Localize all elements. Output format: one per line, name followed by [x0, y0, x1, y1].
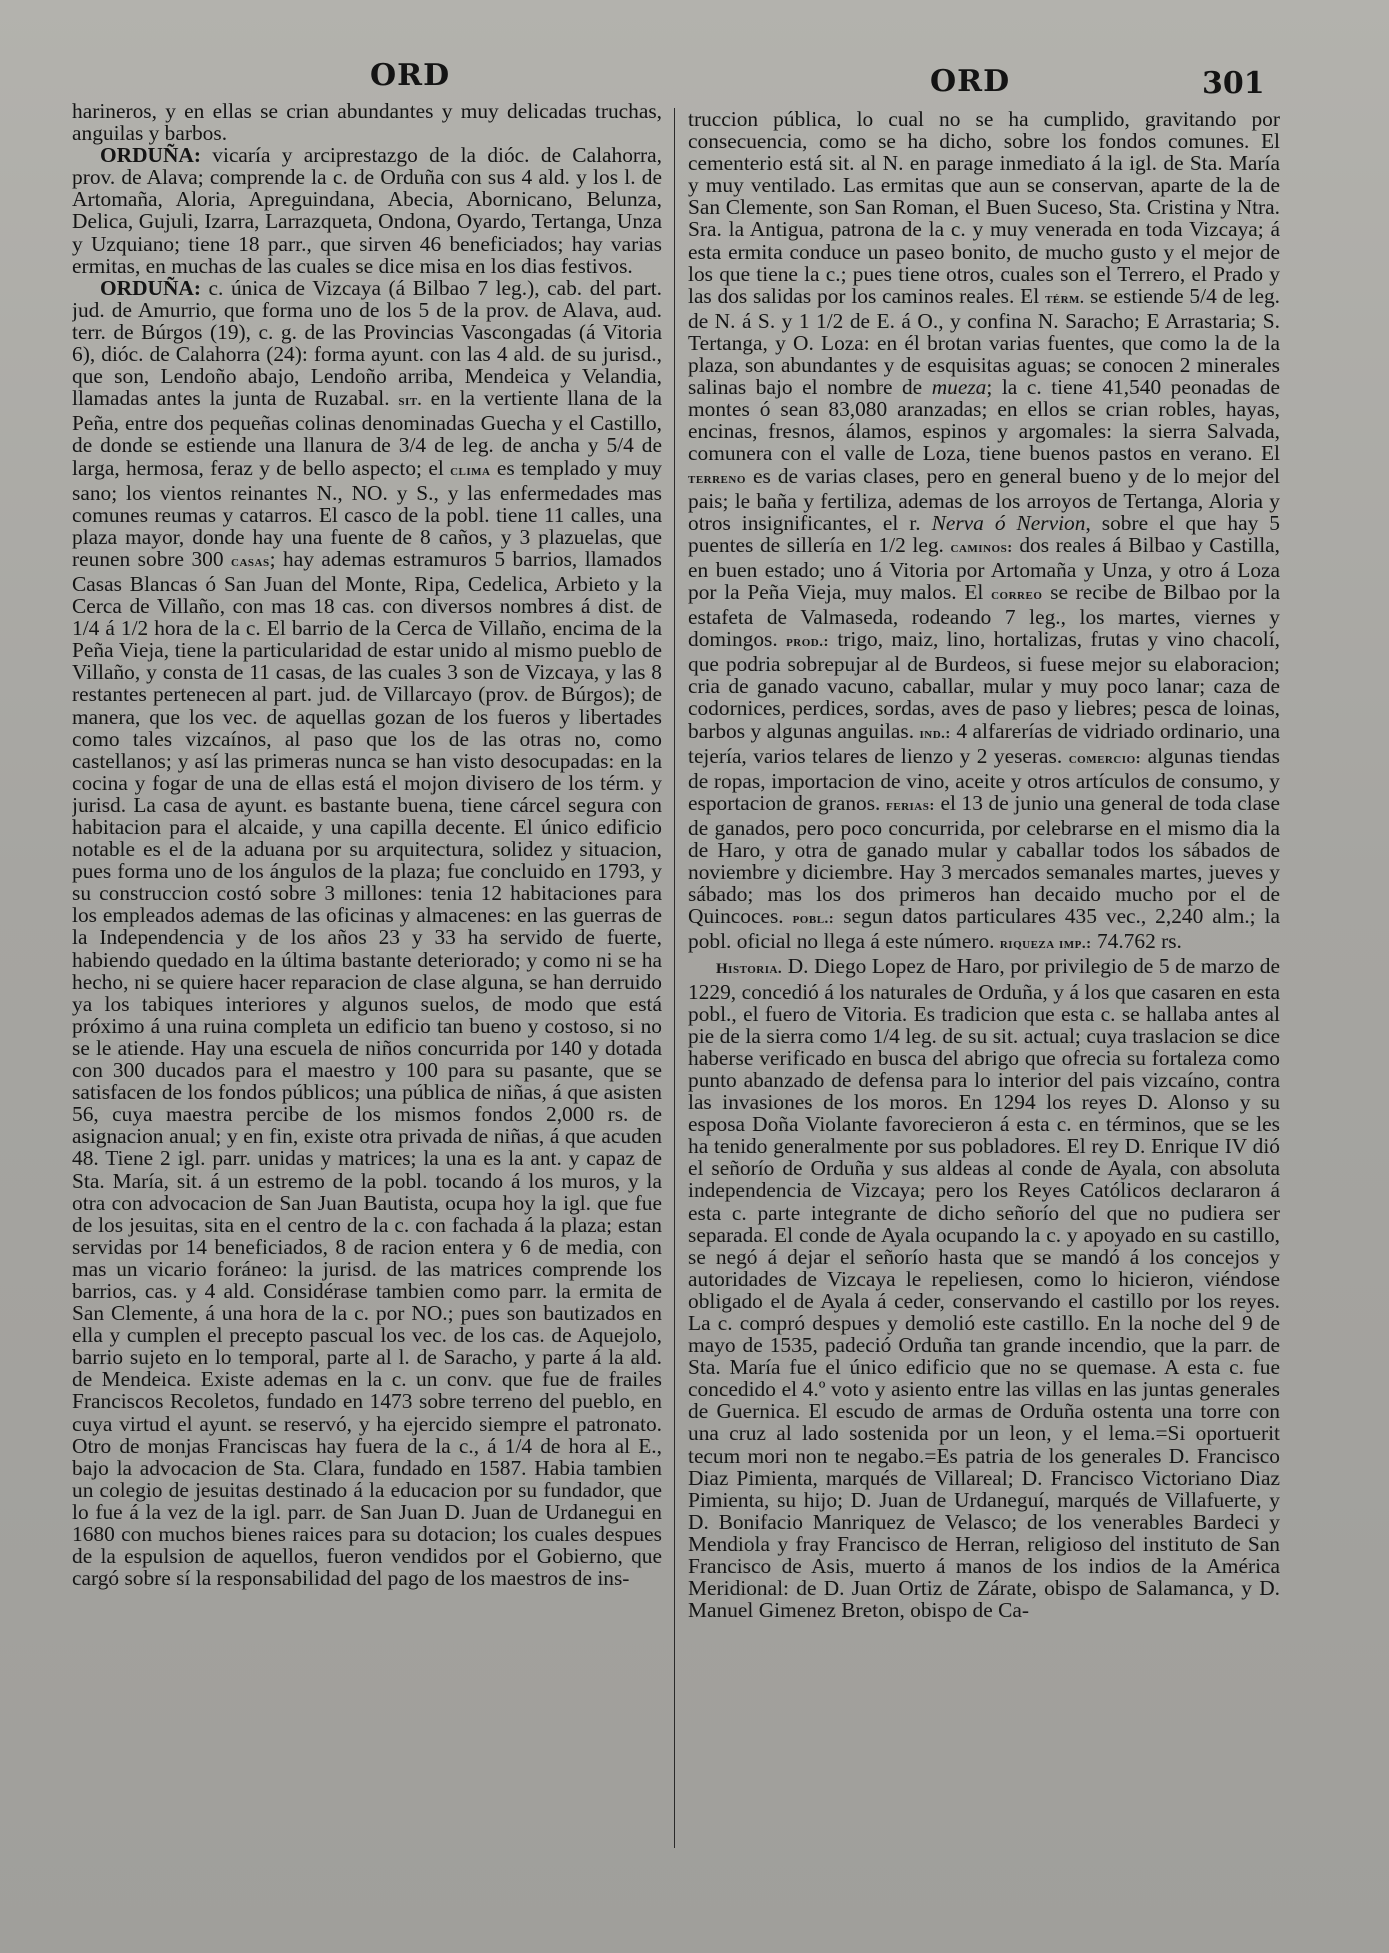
section-label-historia: Historia. — [716, 961, 783, 978]
right-column — [688, 108, 1280, 1868]
entry-orduna-city — [72, 277, 662, 1590]
left-column — [72, 100, 662, 1860]
section-label-riqueza: riqueza imp.: — [999, 936, 1092, 953]
section-label-clima: clima — [450, 462, 491, 479]
section-label-caminos: caminos: — [950, 539, 1013, 556]
section-label-sit: sit. — [398, 393, 422, 410]
text-run: algunas tiendas de ropas, importacion de vino, aceite y otros artículos de consumo, y esportacion de granos. — [688, 743, 1280, 815]
running-head-right: ORD — [930, 64, 1011, 99]
text-run: es de varias clases, pero en general bueno y de lo mejor del pais; le baña y fertiliza, ademas de los arroyos de Tertanga, Aloria y otros insignificantes, el r. — [688, 463, 1280, 535]
section-label-correo: correo — [991, 586, 1043, 603]
running-head-left: ORD — [370, 58, 451, 93]
text-run: , sobre el que hay 5 puentes de sillería en 1/2 leg. — [688, 510, 1280, 557]
column-divider — [674, 108, 675, 1848]
entry-text: en la vertiente llana de la Peña, entre dos pequeñas colinas denominadas Guecha y el Castillo, de donde se estiende una llanura de 3/4 de leg. de ancha y 5/4 de larga, hermosa, feraz y de bello aspecto; el — [72, 386, 662, 480]
section-label-comercio: comercio: — [1068, 750, 1142, 767]
section-label-pobl: pobl.: — [792, 911, 835, 928]
paragraph-historia — [688, 955, 1280, 1621]
text-run: se recibe de Bilbao por la estafeta de Valmaseda, rodeando 7 leg., los martes, viernes y domingos. — [688, 579, 1280, 652]
entry-text: ; hay ademas estramuros 5 barrios, llamados Casas Blancas ó San Juan del Monte, Ripa, Cedelica, Arbieto y la Cerca de Villaño, con mas 18 cas. con diversos nombres á dist. de 1/4 á 1/2 hora de la c. El barrio de la Cerca de Villaño, encima de la Peña Vieja, tiene la particularidad de estar unido al mismo pueblo de Villaño, y consta de 11 casas, de las cuales 3 son de Vizcaya, y las 8 restantes pertenecen al part. jud. de Villarcayo (prov. de Búrgos); de manera, que los vec. de aquellas gozan de los fueros y libertades como tales vizcaínos, al paso que los de las otras no, como castellanos; y así las primeras nunca se han visto desocupadas: en la cocina y fogar de una de ellas está el mojon divisero de los térm. y jurisd. La casa de ayunt. es bastante buena, tiene cárcel segura con habitacion para el alcaide, y una capilla decente. El único edificio notable es el de la aduana por su arquitectura, solidez y situacion, pues forma uno de los ángulos de la plaza; fue concluido en 1793, y su construccion costó sobre 3 millones: tenia 12 habitaciones para los empleados ademas de las oficinas y almacenes: en las guerras de la Independencia y de los años 23 y 33 ha servido de fuerte, habiendo quedado en la última bastante deteriorado; y como ni se ha hecho, ni se quiere hacer reparacion de clase alguna, se han derruido ya los tabiques interiores y algunos suelos, de modo que está próximo á una ruina completa un edificio tan bueno y costoso, si no se le atiende. Hay una escuela de niños concurrida por 140 y dotada con 300 ducados para el maestro y 100 para su pasante, que se satisfacen de los fondos públicos; una pública de niñas, á que asisten 56, cuya maestra percibe de los mismos fondos 2,000 rs. de asignacion anual; y en fin, existe otra privada de niñas, á que acuden 48. Tiene 2 igl. parr. unidas y matrices; la una es la ant. y capaz de Sta. María, sit. á un estremo de la pobl. tocando á los muros, y la otra con advocacion de San Juan Bautista, ocupa hoy la igl. que fue de los jesuitas, sita en el centro de la c. con fachada á la plaza; estan servidas por 14 beneficiados, 8 de racion entera y 6 de media, con mas un vicario foráneo: la jurisd. de las matrices comprende los barrios, cas. y 4 ald. Considérase tambien como parr. la ermita de San Clemente, á una hora de la c. por NO.; pues son bautizados en ella y cumplen el precepto pascual los vec. de los cas. de Aquejolo, barrio sujeto en lo temporal, parte al l. de Saracho, y parte á la ald. de Mendeica. Existe ademas en la c. un conv. que fue de frailes Franciscos Recoletos, fundado en 1473 sobre terreno del pueblo, en cuya virtud el ayunt. se reservó, y ha ejercido siempre el patronato. Otro de monjas Franciscas hay fuera de la c., á 1/4 de hora al E., bajo la advocacion de Sta. Clara, fundado en 1587. Habia tambien un colegio de jesuitas destinado á la educacion por su fundador, que lo fue á la vez de la igl. parr. de San Juan D. Juan de Urdanegui en 1680 con muchos bienes raices para su dotacion; los cuales despues de la espulsion de aquellos, fueron vendidos por el Gobierno, que cargó sobre sí la responsabilidad del pago de los maestros de ins- — [72, 546, 662, 1591]
section-label-prod: prod.: — [786, 634, 829, 651]
section-label-term: térm. — [1044, 290, 1085, 307]
text-run: 4 alfarerías de vidriado ordinario, una tejería, varios telares de lienzo y 2 yeseras. — [688, 718, 1280, 768]
entry-text: c. única de Vizcaya (á Bilbao 7 leg.), cab. del part. jud. de Amurrio, que forma uno de los 5 de la prov. de Alava, aud. terr. de Búrgos (19), c. g. de las Provincias Vascongadas (á Vitoria 6), dióc. de Calahorra (24): forma ayunt. con las 4 ald. de su jurisd., que son, Lendoño abajo, Lendoño arriba, Mendeica y Velandia, llamadas antes la junta de Ruzabal. — [72, 275, 662, 411]
text-run: el 13 de junio una general de toda clase de ganados, pero poco concurrida, por celebrarse en el mismo dia la de Haro, y otra de ganado mular y caballar todos los sábados de noviembre y diciembre. Hay 3 mercados semanales martes, jueves y sábado; mas los dos primeros han decaido mucho por el de Quincoces. — [688, 790, 1280, 929]
section-label-ferias: ferias: — [886, 797, 935, 814]
entry-text: vicaría y arciprestazgo de la dióc. de Calahorra, prov. de Alava; comprende la c. de Orduña con sus 4 ald. y los l. de Artomaña, Aloria, Apreguindana, Abecia, Abornicano, Belunza, Delica, Gujuli, Izarra, Larrazqueta, Ondona, Oyardo, Tertanga, Unza y Uzquiano; tiene 18 parr., que sirven 46 beneficiados; hay varias ermitas, en muchas de las cuales se dice misa en los dias festivos. — [72, 143, 662, 278]
text-run: ; la c. tiene 41,540 peonadas de montes ó sean 83,080 aranzadas; en ellos se crian robles, hayas, encinas, fresnos, álamos, espinos y argomales: la sierra Salvada, comunera con el valle de Loza, tiene buenos pastos en verano. El — [688, 375, 1280, 466]
text-run: D. Diego Lopez de Haro, por privilegio de 5 de marzo de 1229, concedió á los naturales de Orduña, y á los que casaren en esta pobl., el fuero de Vitoria. Es tradicion que esta c. se hallaba antes al pie de la sierra como 1/4 leg. de su sit. actual; cuya traslacion se dice haberse verificado en busca del abrigo que ofrecia su fortaleza como punto abanzado de defensa para lo interior del pais vizcaíno, contra las invasiones de los moros. En 1294 los reyes D. Alonso y su esposa Doña Violante favorecieron á esta c. en términos, que se les ha tenido generalmente por sus pobladores. El rey D. Enrique IV dió el señorío de Orduña y sus aldeas al conde de Ayala, con absoluta independencia de Vizcaya; pero los Reyes Católicos declararon á esta c. parte integrante de dicho señorío del que no pudiera ser separada. El conde de Ayala ocupando la c. y apoyado en su castillo, se negó á dejar el señorío hasta que se mandó á los concejos y autoridades de Vizcaya le repeliesen, como lo hicieron, viéndose obligado el de Ayala á ceder, conservando el castillo por los reyes. La c. compró despues y demolió este castillo. En la noche del 9 de mayo de 1535, padeció Orduña tan grande incendio, que la parr. de Sta. María fue el único edificio que no se quemase. A esta c. fue concedido el 4.º voto y asiento entre las villas en las juntas generales de Guernica. El escudo de armas de Orduña ostenta una torre con una cruz al lado sostenida por un leon, y el lema.=Si oportuerit tecum mori non te negabo.=Es patria de los generales D. Francisco Diaz Pimienta, marqués de Villareal; D. Francisco Victoriano Diaz Pimienta, su hijo; D. Juan de Urdaneguí, marqués de Villafuerte, y D. Bonifacio Manriquez de Velasco; de los venerables Bardeci y Mendiola y fray Francisco de Herran, religioso del instituto de San Francisco de Asis, muerto á manos de los indios de la América Meridional: de D. Juan Ortiz de Zárate, obispo de Salamanca, y D. Manuel Gimenez Breton, obispo de Ca- — [688, 954, 1280, 1623]
text-run: se estiende 5/4 de leg. de N. á S. y 1 1/2 de E. á O., y confina N. Saracho; E Arrastaria; S. Tertanga, y O. Loza: en él brotan varias fuentes, que como la de la plaza, son abundantes y de esquisitas aguas; se conocen 2 minerales salinas bajo el nombre de — [688, 283, 1280, 400]
text-run: truccion pública, lo cual no se ha cumplido, gravitando por consecuencia, como se ha dicho, sobre los fondos comunes. El cementerio está sit. al N. en parage inmediato á la igl. de Sta. María y muy ventilado. Las ermitas que aun se conservan, aparte de la de San Clemente, son San Roman, el Buen Suceso, Sta. Cristina y Ntra. Sra. la Antigua, patrona de la c. y muy venerada en toda Vizcaya; á esta ermita conduce un paseo bonito, de mucho gusto y el mejor de los que tiene la c.; pues tiene otros, cuales son el Terrero, el Prado y las dos salidas por los caminos reales. El — [688, 108, 1280, 308]
entry-orduna-vicaria — [72, 144, 662, 277]
section-label-ind: ind.: — [919, 725, 951, 742]
italic-river: Nerva ó Nervion — [931, 510, 1086, 535]
page-number: 301 — [1202, 66, 1265, 101]
paragraph-harineros: harineros, y en ellas se crian abundantes y muy delicadas truchas, anguilas y barbos. — [72, 100, 662, 146]
text-run: dos reales á Bilbao y Castilla, en buen estado; uno á Vitoria por Artomaña y Unza, y otro á Loza por la Peña Vieja, muy malos. El — [688, 532, 1280, 604]
text-run: segun datos particulares 435 vec., 2,240 alm.; la pobl. oficial no llega á este número. — [688, 904, 1280, 954]
section-label-terreno: terreno — [688, 470, 746, 487]
paragraph-continuation — [688, 108, 1280, 955]
text-run: 74.762 rs. — [1091, 929, 1182, 954]
section-label-casas: casas — [231, 553, 270, 570]
text-run: trigo, maiz, lino, hortalizas, frutas y vino chacolí, que podria sobrepujar al de Burdeos, si fuese mejor su elaboracion; cria de ganado vacuno, caballar, mular y muy poco lanar; caza de codornices, perdices, sordas, aves de paso y liebres; pesca de loinas, barbos y algunas anguilas. — [688, 627, 1280, 743]
italic-mueza: mueza — [931, 375, 987, 400]
entry-lemma: ORDUÑA: — [100, 275, 201, 300]
entry-lemma: ORDUÑA: — [100, 143, 201, 168]
entry-text: es templado y muy sano; los vientos reinantes N., NO. y S., y las enfermedades mas comunes reumas y catarros. El casco de la pobl. tiene 11 calles, una plaza mayor, donde hay una fuente de 8 caños, y 3 plazuelas, que reunen sobre 300 — [72, 455, 662, 571]
